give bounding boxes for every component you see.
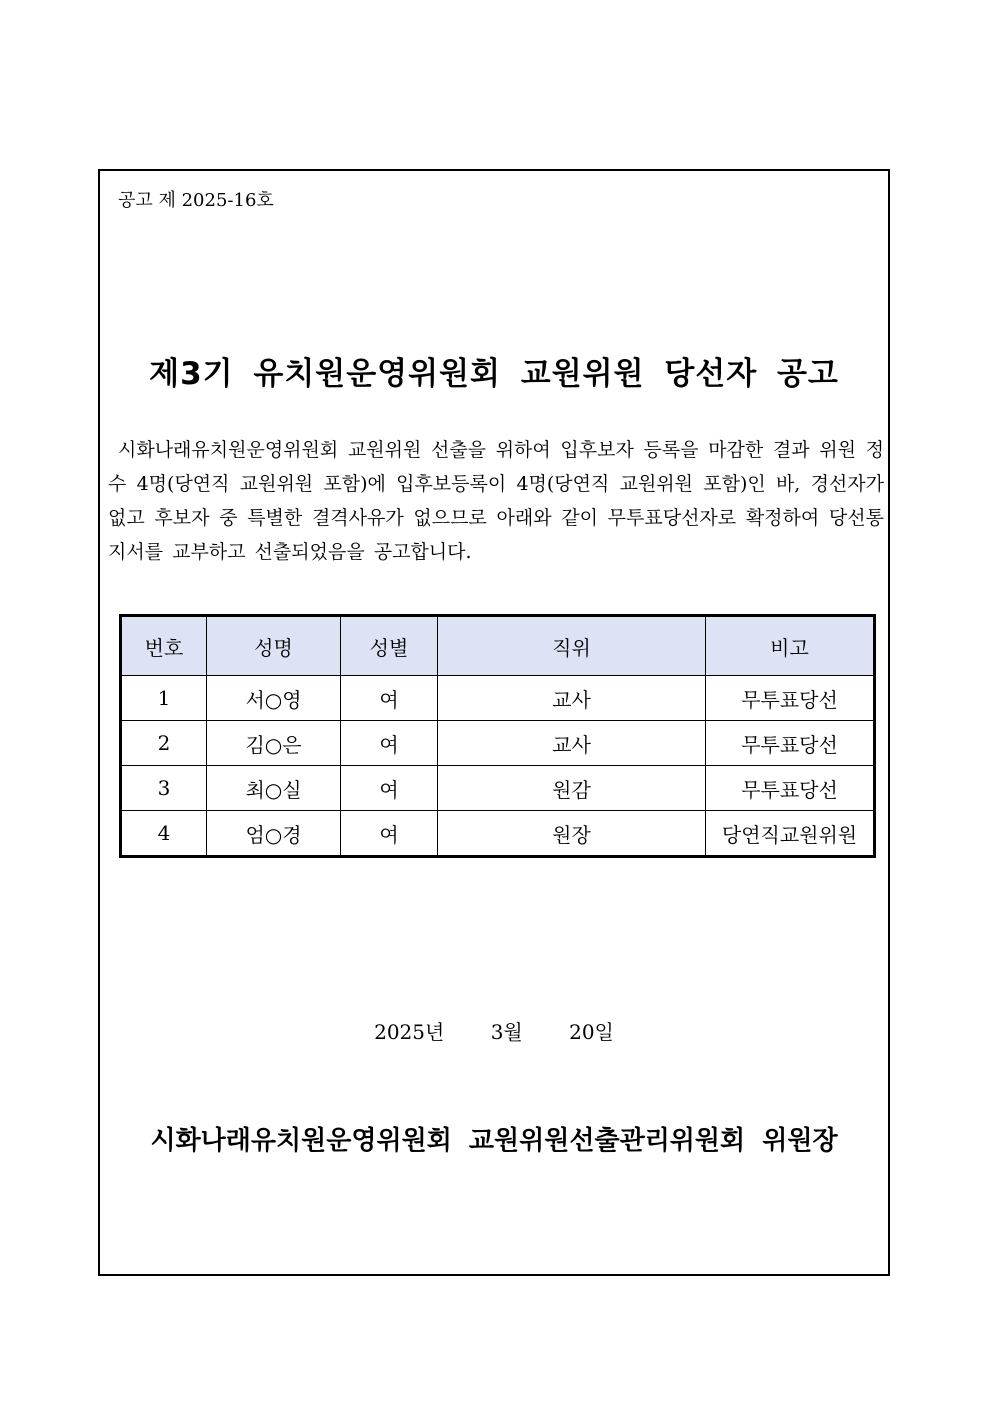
cell-position: 원장	[438, 811, 706, 857]
cell-number: 2	[121, 721, 207, 766]
document-title: 제3기 유치원운영위원회 교원위원 당선자 공고	[149, 356, 839, 392]
cell-position: 교사	[438, 676, 706, 721]
header-number: 번호	[121, 616, 207, 676]
header-position: 직위	[438, 616, 706, 676]
table-row	[121, 721, 875, 766]
cell-remarks: 무투표당선	[706, 766, 875, 811]
candidates-table-wrapper	[119, 614, 873, 858]
cell-number: 3	[121, 766, 207, 811]
cell-name: 서○영	[207, 676, 341, 721]
table-row	[121, 811, 875, 857]
cell-number: 1	[121, 676, 207, 721]
signature-line: 시화나래유치원운영위원회 교원위원선출관리위원회 위원장	[150, 1126, 838, 1156]
cell-gender: 여	[341, 676, 438, 721]
cell-name: 최○실	[207, 766, 341, 811]
cell-position: 원감	[438, 766, 706, 811]
cell-name: 엄○경	[207, 811, 341, 857]
cell-remarks: 당연직교원위원	[706, 811, 875, 857]
date-month: 3월	[490, 1020, 523, 1044]
cell-gender: 여	[341, 811, 438, 857]
cell-gender: 여	[341, 721, 438, 766]
cell-gender: 여	[341, 766, 438, 811]
date-day: 20일	[569, 1020, 614, 1044]
header-name: 성명	[207, 616, 341, 676]
table-header-row	[121, 616, 875, 676]
date-year: 2025년	[374, 1020, 445, 1044]
candidates-table	[119, 614, 876, 858]
cell-remarks: 무투표당선	[706, 676, 875, 721]
cell-number: 4	[121, 811, 207, 857]
cell-position: 교사	[438, 721, 706, 766]
cell-name: 김○은	[207, 721, 341, 766]
cell-remarks: 무투표당선	[706, 721, 875, 766]
announcement-date	[98, 1016, 890, 1045]
table-row	[121, 766, 875, 811]
table-row	[121, 676, 875, 721]
notice-number: 공고 제 2025-16호	[118, 190, 274, 211]
header-remarks: 비고	[706, 616, 875, 676]
header-gender: 성별	[341, 616, 438, 676]
notice-body: 시화나래유치원운영위원회 교원위원 선출을 위하여 입후보자 등록을 마감한 결과 위원 정수 4명(당연직 교원위원 포함)에 입후보등록이 4명(당연직 교원위원 포함)인 바, 경선자가 없고 후보자 중 특별한 결격사유가 없으므로 아래와 같이 무투표당선자로 확정하여 당선통지서를 교부하고 선출되었음을 공고합니다.	[108, 439, 884, 563]
